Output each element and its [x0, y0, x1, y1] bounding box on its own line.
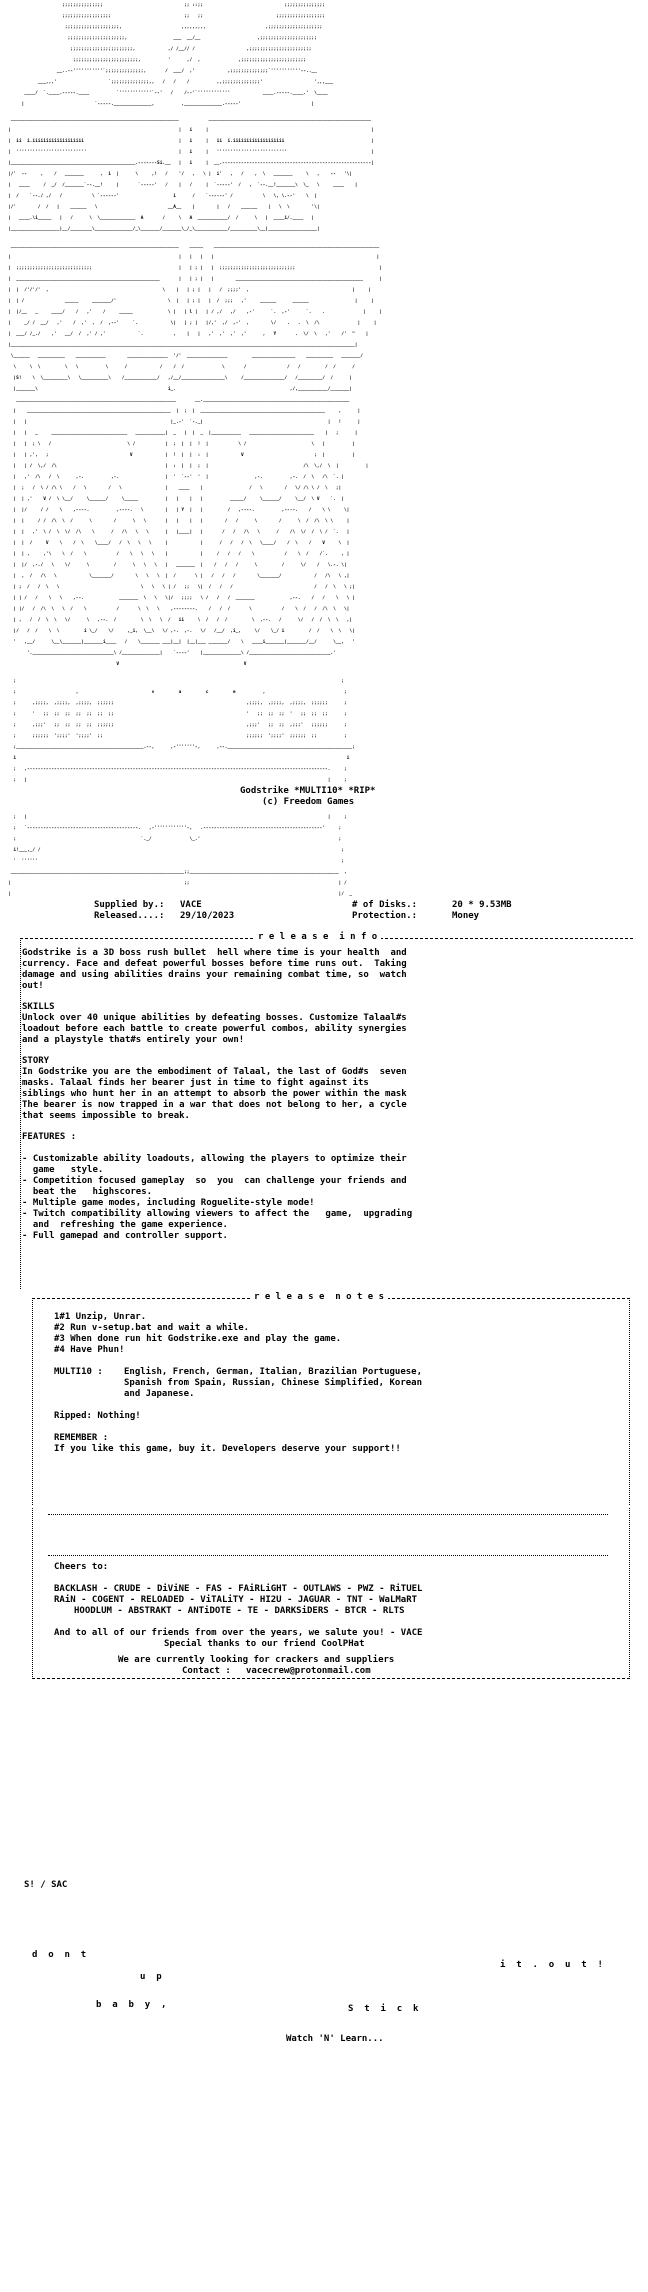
thanks-line: Special thanks to our friend CoolPHat	[164, 1639, 365, 1649]
release-box-top: i i ; ,---------------------------------------------------------------------------------------------------------------. ; ; | | ;	[13, 756, 350, 783]
release-title: Godstrike *MULTI10* *RIP*	[240, 786, 376, 796]
footer-stick: S t i c k	[348, 2004, 419, 2014]
skills-text: Unlock over 40 unique abilities by defeating bosses. Customize Talaal#s loadout before each battle to create powerful combos, ability synergies and a playstyle that#s entirely your own!	[22, 1013, 407, 1045]
features-title: FEATURES :	[22, 1132, 77, 1142]
supplied-value: VACE	[180, 900, 202, 910]
footer-art	[0, 1684, 648, 2044]
released-value: 29/10/2023	[180, 911, 235, 921]
disks-value: 20 * 9.53MB	[452, 900, 512, 910]
protection-label: Protection.:	[352, 911, 418, 921]
footer-smoke-art	[60, 1704, 620, 1854]
feature-item: - Multiple game modes, including Roguelite-style mode!	[22, 1198, 315, 1208]
remember-title: REMEMBER :	[54, 1433, 109, 1443]
footer-watch-learn: Watch 'N' Learn...	[286, 2034, 384, 2044]
release-notes-section	[0, 1292, 648, 1508]
release-publisher: (c) Freedom Games	[262, 797, 355, 807]
greets-groups-line: RAiN - COGENT - RELOADED - ViTALiTY - HI2U - JAGUAR - TNT - WaLMaRT	[54, 1595, 418, 1605]
feature-item: - Competition focused gameplay so you can challenge your friends and beat the highscores.	[22, 1176, 407, 1197]
footer-dont: d o n t	[32, 1950, 87, 1960]
story-title: STORY	[22, 1056, 50, 1066]
feature-item: - Customizable ability loadouts, allowing the players to optimize their game style.	[22, 1154, 407, 1175]
ripped-note: Ripped: Nothing!	[54, 1411, 141, 1421]
release-header	[0, 786, 648, 812]
story-text: In Godstrike you are the embodiment of Talaal, the last of God#s seven masks. Talaal finds her bearer just in time to fight against its siblings who hunt her in an attempt to absorb the power within the mask The bearer is now trapped in a war that does not belong to her, a cycle that seems impossible to break.	[22, 1067, 407, 1121]
mid-block-art: ______________________________________________________________ _____ _____________________________________________________________ | | | | | | | ;;;;;;;;;;;;;;;;;;;;;;;;;;;; | | ; | | ;;;;;;;;;;;;;;;;;;;;;;;;;;;; | | _____________________________________________________ | | ; | | _______________________________________________ | | | /'/'/' , \ | | ; | | / ;;;;' , | | | | / _____ _______/' \ | | ; | | / ;;; ,' ______ ______ | | | |/__ _ ____/ / ,' / _____ \ | | l | | / ,/ ,/ ,-' `. ,-' `. . | | | _/ / __/ ,' / ,' , / ,--' `. \| | ; | |/,' ,/ ,-' , \/ . . \ /\ | | | ___/ /_./ ,' __/ / ,' / ,' `. , | | ,' ,' ,' ,' , Y . \/ \ ,' /' " | |_______________________________________________________________________________________________________________________________| \______ __________ ___________ _______________ '/' _______________ ________________ __________ _______/ \ \ \ \ \ \ / / / / \ / / / / / / |S! \ \_________\ \__________\ /____________/ ,/__/________________\ /_______________/ /_________/ / | |_______\ i_. ,/,___________/_______|	[8, 244, 382, 392]
top-banner-art: ______________________________________________________________ ____________________________________________________________ | | i | | | ii i.iiiiiiiiiiiiiiiiiii | i | ii i.iiiiiiiiiiiiiiiiiii | | '''''''''''''''''''''''''' | i | '''''''''''''''''''''''''' | |______________________________________________.-------Si.__ | i | __.-------------------------------------------------------| |/' -- , / _______ , i | \ ,! / '/ , \ | i' , / , \ _______ \ , -- '\| | ____ / _/ /_______`--.__! | `-----' / | / | `-----' / , `--.__!_______\ \_ \ ____ | | / `--./ ,/ / \ `------' i / `------' / \ \, \.--' \ | |/' / / | ______ \ __A__ | | / ______ | \ \ '\| | ____.\i_____ | / \ \_____________ A / \ A ___________/ / \ | ____i/.____ | |__________________|__/________\______________/_\_______/_______\_/_\____________/__________\__|__________________|	[8, 117, 374, 232]
footer-sign: S! / SAC	[24, 1880, 68, 1890]
contact-label: Contact :	[182, 1666, 231, 1676]
disks-label: # of Disks.:	[352, 900, 418, 910]
contact-email: vacecrew@protonmail.com	[246, 1666, 371, 1676]
header-eagle-art: ;;;;;;;;;;;;;;; ;; ::;; ;;;;;;;;;;;;;;; ;;;;;;;;;;;;;;;;;; ;; ;; ;;;;;;;;;;;;;;;;;; ;;;;;;;;;;;;;;;;;;;;, ,,,,,,,,, ,;;;;;;;;;;;;;;;;;;;; ;;;;;;;;;;;;;;;;;;;;;, ___ __/__ ,;;;;;;;;;;;;;;;;;;;;; ;;;;;;;;;;;;;;;;;;;;;;;, ,/ /__// / ,;;;;;;;;;;;;;;;;;;;;;;; ;;;;;;;;;;;;;;;;;;;;;;;;, ' ,/ , ,;;;;;;;;;;;;;;;;;;;;;;;; __..--'''''''''''`;;;;;;;;;;;;;;, / ___/ ,' ,;;;;;;;;;;;;;;`'''''''''''--..__ ___,,,' `;;;;;;;;;;;;;;,, / / / ,,;;;;;;;;;;;;;;' ',,,___ ____/ `.____.-----.____ `''''''''''''`--' / /--'`'''''''''''' ____.-----.____.' \____ | `-----.______________, ,______________.-----' |	[21, 3, 334, 107]
release-notes-heading: r e l e a s e n o t e s	[250, 1292, 388, 1303]
install-step: #2 Run v-setup.bat and wait a while.	[54, 1323, 250, 1333]
body-figure-art: ___________________________________________________________ __.______________________________________________________ | _____________________________________________________ | ; | ______________________________________________ , | | | |_.-' `-._| | ! | | | _ ____________________________ ___________| _ | | _ |___________ ________________________ | ; | | | ; \ / \ / | ; | | ! | \ / \ | | | | ,', ; V | ! | | : | V ; | | | | / \,/ /\ | : | | ; | /\ \,/ \ | | | ,' /\ / \ ,-. ,-. | ' `--' ' | ,-. ,-. / \ /\ `. | | ; / \ / /\ \ / \ / \ | ____ | / \ / \/ /\ \ / \ ;| | | ,' V / \ \__/ \______/ \_____ | | | | _____/ \______/ \__/ \ V `. | | |/ / / \ ,----. ,----. \ | | Y | | / ,----. ,----. / \ \ \| | | / / /\ \ / \ / \ \ | | | | / / \ / \ / /\ \ \ | | | ,' \ / \ \/ /\ \ / /\ \ \ | |____| | / / /\ \ / /\ \/ / \ / `. | | | / V \ / \ \____/ / \ \ \ | | / / / \ \____/ / \ / V \ | | | , ,'\ \ / \ / \ \ \ | | / / / \ / \ / /`. , | | |/ ,-./ \ \/ \ / \ \ \ | _______ | / / / \ / \/ / \.-. \| | , / /\ \ \_______/ \ \ \ | / \ | / / / \_______/ / /\ \ ,| | ; / / \ \ \ \ \ | / ;; \| / / / / / \ \ ;| | | / / \ \ ,--. _______ \ \ \|/ ;;;; \ / / / _______ ,--. / / \ \ | | |/ / /\ \ \ / \ / \ \ \ ,--------. / / / \ / \ / / /\ \ \| | , / / \ \ \/ \ ,--. / \ \ \ / ii \ / / / \ ,--. / \/ / / \ \ ,| |/ / / \ \ i \_/ \/ ,_i, \__\ \/ ,-. ,-. \/ /__/ ,i_, \/ \_/ i / / \ \ \| ' ,__/ \__\_______|_______i____ / \_______ ___|__| |__|___ _______/ \ ____i_______|_______/__/ \__, ' '.______________________________\ /______________| `----' |______________\ /______________________________.' V V	[13, 398, 369, 667]
multi-languages: English, French, German, Italian, Brazilian Portuguese, Spanish from Spain, Russian, Chinese Simplified, Korean and Japanese.	[124, 1367, 423, 1399]
release-info-section	[0, 932, 648, 1292]
cheers-title: Cheers to:	[54, 1562, 109, 1572]
footer-baby: b a b y ,	[96, 2000, 167, 2010]
greets-groups-line: BACKLASH - CRUDE - DiViNE - FAS - FAiRLiGHT - OUTLAWS - PWZ - RiTUEL	[54, 1584, 423, 1594]
skills-title: SKILLS	[22, 1002, 55, 1012]
greets-groups-line: HOODLUM - ABSTRAKT - ANTiDOTE - TE - DARKSiDERS - BTCR - RLTS	[74, 1606, 405, 1616]
released-label: Released....:	[94, 911, 165, 921]
multi-label: MULTI10 :	[54, 1367, 103, 1377]
remember-text: If you like this game, buy it. Developers deserve your support!!	[54, 1444, 401, 1454]
install-step: #4 Have Phun!	[54, 1345, 125, 1355]
release-info-heading: r e l e a s e i n f o	[254, 932, 381, 943]
feature-item: - Full gamepad and controller support.	[22, 1231, 228, 1241]
vace-logo-small	[48, 1514, 608, 1556]
footer-up: u p	[140, 1972, 162, 1982]
install-step: #3 When done run hit Godstrike.exe and play the game.	[54, 1334, 342, 1344]
release-box-bottom: ; | | ; ; `-----------------------------------------. ,-''''''''''''-, .--------------------------------------------' ; ; `._/ \_.' ; i!___,_/ / ; ' '''''' ; ________________________________________________________________;;_______________________________________________________ , | ;; | / | |/ _	[8, 815, 353, 897]
protection-value: Money	[452, 911, 480, 921]
greets-section	[0, 1508, 648, 1684]
supplied-label: Supplied by.:	[94, 900, 165, 910]
looking-line: We are currently looking for crackers and suppliers	[118, 1655, 395, 1665]
vace-2023-art: ; ; ; , v a c e , ; ; ,;;;;, ,;;;;, ,;;;;, ;;;;;; ,;;;;, ,;;;;, ,;;;;, ;;;;;; ; ; ' ;; ;; ;; ;; ;; ;; ;; ' ;; ;; ;; ' ;; ;; ;; ; ; ,;;;' ;; ;; ;; ;; ;;;;;; ,;;;' ;; ;; ,;;;' ;;;;;; ; ; ;;;;;; ';;;;' ';;;;' ;; ;;;;;; ';;;;' ;;;;;; ;; ; ;_______________________________________________.--, ,-'''''''-, ,--.______________________________________________;	[13, 679, 355, 750]
salute-line: And to all of our friends from over the years, we salute you! - VACE	[54, 1628, 423, 1638]
footer-it-out: i t . o u t !	[500, 1960, 603, 1970]
feature-item: - Twitch compatibility allowing viewers to affect the game, upgrading and refreshing the game experience.	[22, 1209, 413, 1230]
install-step: 1#1 Unzip, Unrar.	[54, 1312, 147, 1322]
release-info-intro: Godstrike is a 3D boss rush bullet hell where time is your health and currency. Face and defeat powerful bosses before time runs out. Taking damage and using abilities drains your remaining combat time, so watch out!	[22, 948, 407, 991]
supply-info	[0, 900, 648, 924]
